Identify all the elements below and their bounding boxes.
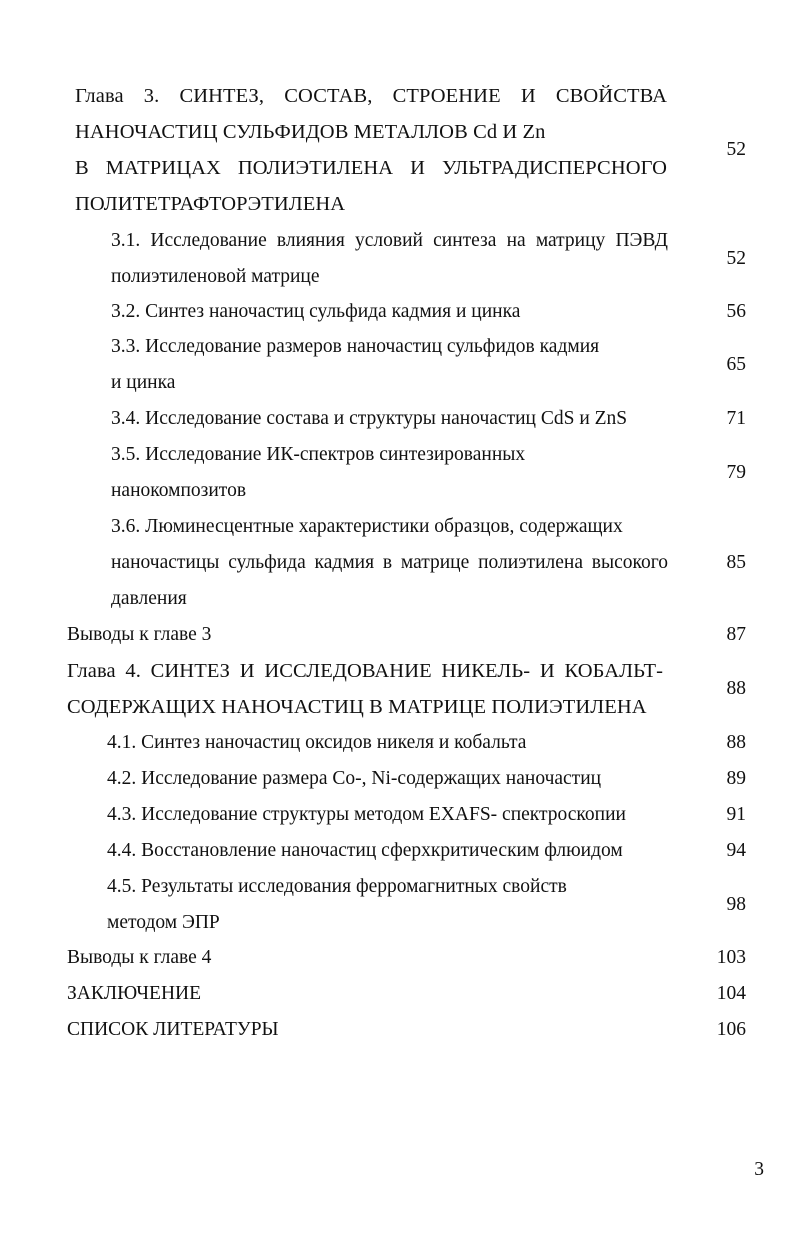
- toc-entry-3-2[interactable]: [0, 294, 798, 330]
- toc-page-number: 71: [726, 408, 746, 429]
- toc-entry-chapter-4[interactable]: [0, 653, 798, 725]
- toc-line: 3.4. Исследование состава и структуры наночастиц CdS и ZnS: [111, 408, 628, 429]
- toc-line: 4.4. Восстановление наночастиц сферхкритическим флюидом: [107, 840, 623, 861]
- toc-line: ПОЛИТЕТРАФТОРЭТИЛЕНА: [75, 193, 346, 215]
- toc-entry-references[interactable]: [0, 1012, 798, 1048]
- toc-line: методом ЭПР: [107, 912, 220, 933]
- toc-entry-4-5[interactable]: [0, 869, 798, 941]
- toc-entry-4-4[interactable]: [0, 833, 798, 869]
- toc-line: В МАТРИЦАХ ПОЛИЭТИЛЕНА И УЛЬТРАДИСПЕРСНОГО: [75, 157, 667, 179]
- toc-line: 3.3. Исследование размеров наночастиц сульфидов кадмия: [111, 336, 600, 357]
- toc-line: 4.2. Исследование размера Co-, Ni-содержащих наночастиц: [107, 768, 602, 789]
- toc-line: 3.5. Исследование ИК-спектров синтезированных: [111, 444, 526, 465]
- toc-line: 3.2. Синтез наночастиц сульфида кадмия и цинка: [111, 301, 521, 322]
- toc-line: нанокомпозитов: [111, 480, 247, 501]
- toc-line: и цинка: [111, 372, 176, 393]
- toc-page-number: 103: [716, 947, 746, 968]
- toc-entry-conclusions-3[interactable]: [0, 617, 798, 653]
- toc-page-number: 94: [726, 840, 746, 861]
- toc-page-number: 65: [726, 354, 746, 375]
- toc-entry-3-1[interactable]: [0, 223, 798, 295]
- toc-entry-4-3[interactable]: [0, 797, 798, 833]
- toc-line: 4.1. Синтез наночастиц оксидов никеля и кобальта: [107, 732, 527, 753]
- toc-entry-4-1[interactable]: [0, 725, 798, 761]
- toc-line: СОДЕРЖАЩИХ НАНОЧАСТИЦ В МАТРИЦЕ ПОЛИЭТИЛЕНА: [67, 696, 647, 718]
- toc-entry-chapter-3[interactable]: [0, 78, 798, 222]
- toc-line: НАНОЧАСТИЦ СУЛЬФИДОВ МЕТАЛЛОВ Cd И Zn: [75, 121, 546, 143]
- toc-page-number: 52: [726, 139, 746, 160]
- toc-page-number: 91: [726, 804, 746, 825]
- toc-line: Выводы к главе 4: [67, 947, 212, 968]
- toc-line: СПИСОК ЛИТЕРАТУРЫ: [67, 1019, 279, 1040]
- toc-line: давления: [111, 588, 187, 609]
- toc-line: Глава 3. СИНТЕЗ, СОСТАВ, СТРОЕНИЕ И СВОЙСТВА: [75, 85, 667, 107]
- toc-page-number: 106: [716, 1019, 746, 1040]
- toc-line: ЗАКЛЮЧЕНИЕ: [67, 983, 202, 1004]
- toc-line: наночастицы сульфида кадмия в матрице полиэтилена высокого: [111, 552, 668, 573]
- toc-page-number: 104: [716, 983, 746, 1004]
- toc-line: 3.6. Люминесцентные характеристики образцов, содержащих: [111, 516, 623, 537]
- toc-entry-3-6[interactable]: [0, 509, 798, 617]
- toc-entry-conclusion[interactable]: [0, 976, 798, 1012]
- toc-line: Выводы к главе 3: [67, 624, 212, 645]
- toc-entry-3-4[interactable]: [0, 401, 798, 437]
- toc-line: полиэтиленовой матрице: [111, 266, 320, 287]
- toc-line: 4.5. Результаты исследования ферромагнитных свойств: [107, 876, 567, 897]
- toc-entry-conclusions-4[interactable]: [0, 940, 798, 976]
- toc-page-number: 88: [726, 732, 746, 753]
- toc-page-number: 52: [726, 248, 746, 269]
- toc-page-number: 85: [726, 552, 746, 573]
- toc-line: 4.3. Исследование структуры методом EXAFS- спектроскопии: [107, 804, 626, 825]
- toc-page-number: 98: [726, 894, 746, 915]
- toc-page-number: 79: [726, 462, 746, 483]
- toc-entry-3-3[interactable]: [0, 329, 798, 401]
- toc-line: 3.1. Исследование влияния условий синтеза на матрицу ПЭВД: [111, 230, 668, 251]
- toc-page-number: 56: [726, 301, 746, 322]
- toc-page-number: 87: [726, 624, 746, 645]
- toc-page-number: 88: [726, 678, 746, 699]
- toc-entry-3-5[interactable]: [0, 437, 798, 509]
- toc-entry-4-2[interactable]: [0, 761, 798, 797]
- toc-line: Глава 4. СИНТЕЗ И ИССЛЕДОВАНИЕ НИКЕЛЬ- И КОБАЛЬТ-: [67, 660, 663, 682]
- page-footer-number: 3: [754, 1159, 764, 1180]
- toc-page-number: 89: [726, 768, 746, 789]
